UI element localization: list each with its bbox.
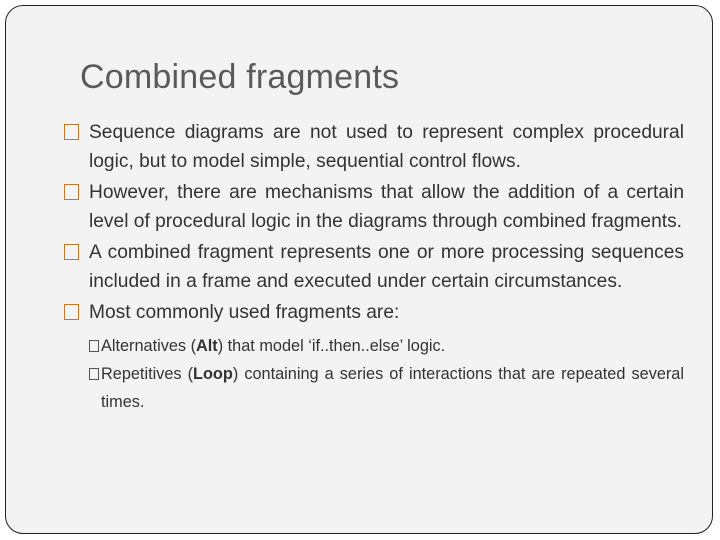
sub-bullet-keyword: Alt bbox=[196, 337, 218, 355]
sub-bullet-list bbox=[64, 332, 684, 416]
bullet-text: Sequence diagrams are not used to represent complex procedural logic, but to model simple, sequential control flows. bbox=[89, 122, 684, 172]
bullet-item bbox=[64, 238, 684, 296]
bullet-box-icon bbox=[64, 304, 79, 320]
bullet-text: However, there are mechanisms that allow the addition of a certain level of procedural logic in the diagrams through combined fragments. bbox=[89, 182, 684, 232]
sub-bullet-box-icon bbox=[89, 368, 99, 380]
bullet-text: A combined fragment represents one or more processing sequences included in a frame and executed under certain circumstances. bbox=[89, 242, 684, 292]
sub-bullet-box-icon bbox=[89, 340, 99, 352]
sub-bullet-keyword: Loop bbox=[193, 365, 233, 383]
bullet-box-icon bbox=[64, 244, 79, 260]
sub-bullet-text-post: ) containing a series of interactions that are repeated several times. bbox=[101, 365, 684, 411]
sub-bullet-item bbox=[89, 360, 684, 416]
bullet-list bbox=[64, 118, 684, 416]
sub-bullet-text-post: ) that model ‘if..then..else’ logic. bbox=[217, 337, 446, 355]
slide-title: Combined fragments bbox=[80, 58, 400, 96]
bullet-item bbox=[64, 178, 684, 236]
sub-bullet-item bbox=[89, 332, 684, 360]
bullet-box-icon bbox=[64, 184, 79, 200]
sub-bullet-text-pre: Alternatives ( bbox=[101, 337, 197, 355]
bullet-item bbox=[64, 298, 684, 327]
sub-bullet-text-pre: Repetitives ( bbox=[101, 365, 194, 383]
bullet-item bbox=[64, 118, 684, 176]
bullet-text: Most commonly used fragments are: bbox=[89, 302, 400, 323]
bullet-box-icon bbox=[64, 124, 79, 140]
